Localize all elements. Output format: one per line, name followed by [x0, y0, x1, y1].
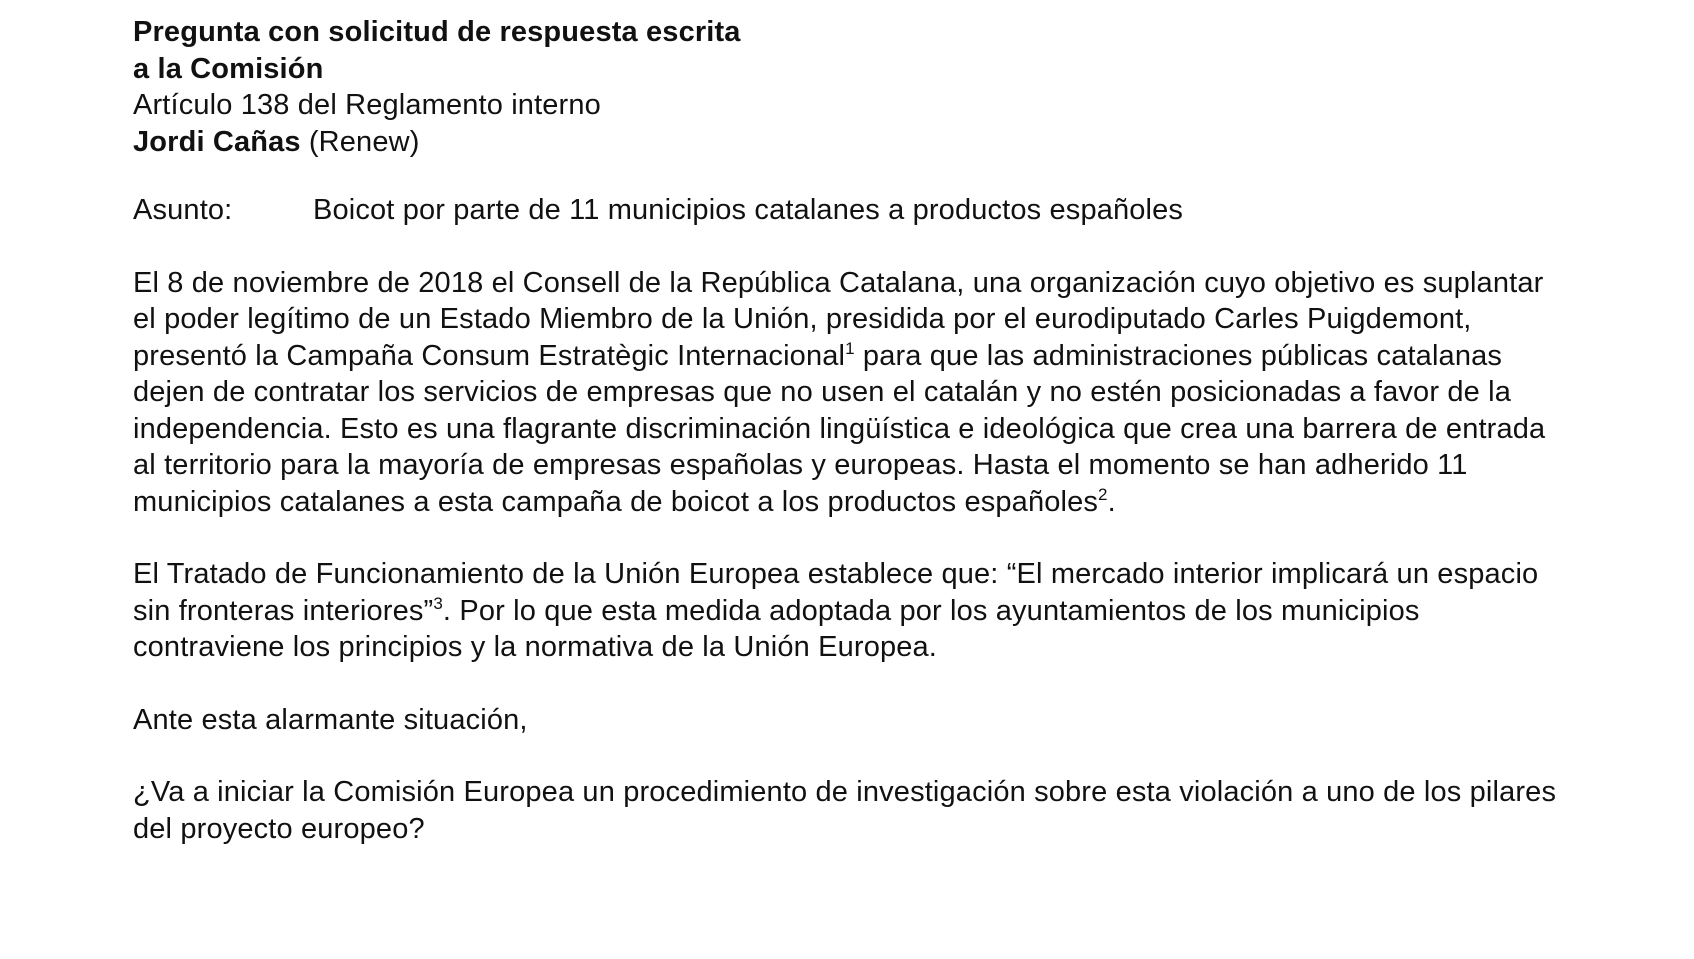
document-page	[133, 14, 1573, 847]
paragraph-1	[133, 265, 1573, 521]
footnote-ref-3: 3	[433, 593, 443, 613]
author-group: (Renew)	[308, 125, 420, 158]
paragraph-2-text-a: El Tratado de Funcionamiento de la Unión Europea establece que: “El mercado interior implicará un espacio sin fronteras interiores”	[133, 558, 1539, 627]
paragraph-3: Ante esta alarmante situación,	[133, 703, 528, 736]
paragraph-1-text-c: .	[1107, 485, 1116, 518]
document-title-line-2: a la Comisión	[133, 52, 324, 85]
rule-article: Artículo 138 del Reglamento interno	[133, 89, 601, 121]
subject-label: Asunto:	[133, 194, 233, 226]
author-line	[133, 124, 1573, 161]
paragraph-1-text-b: para que las administraciones públicas catalanas dejen de contratar los servicios de empresas que no usen el catalán y no estén posicionadas a favor de la independencia. Esto es una flagrante discriminación lingüística e ideológica que crea una barrera de entrada al territorio para la mayoría de empresas españolas y europeas. Hasta el momento se han adherido 11 municipios catalanes a esta campaña de boicot a los productos españoles	[133, 339, 1546, 518]
paragraph-1-text-a: El 8 de noviembre de 2018 el Consell de la República Catalana, una organización cuyo objetivo es suplantar el poder legítimo de un Estado Miembro de la Unión, presidida por el eurodiputado Carles Puigdemont, presentó la Campaña Consum Estratègic Internacional	[133, 266, 1544, 372]
subject-line	[133, 192, 1573, 229]
document-title-line-1: Pregunta con solicitud de respuesta escrita	[133, 16, 741, 48]
subject-text: Boicot por parte de 11 municipios catalanes a productos españoles	[313, 194, 1184, 226]
question-paragraph: ¿Va a iniciar la Comisión Europea un procedimiento de investigación sobre esta violación a uno de los pilares del proyecto europeo?	[133, 776, 1557, 845]
footnote-ref-1: 1	[845, 338, 855, 358]
paragraph-2	[133, 556, 1573, 666]
author-name: Jordi Cañas	[133, 125, 301, 158]
paragraph-2-text-b: . Por lo que esta medida adoptada por los ayuntamientos de los municipios contraviene los principios y la normativa de la Unión Europea.	[133, 594, 1420, 663]
footnote-ref-2: 2	[1098, 484, 1108, 504]
